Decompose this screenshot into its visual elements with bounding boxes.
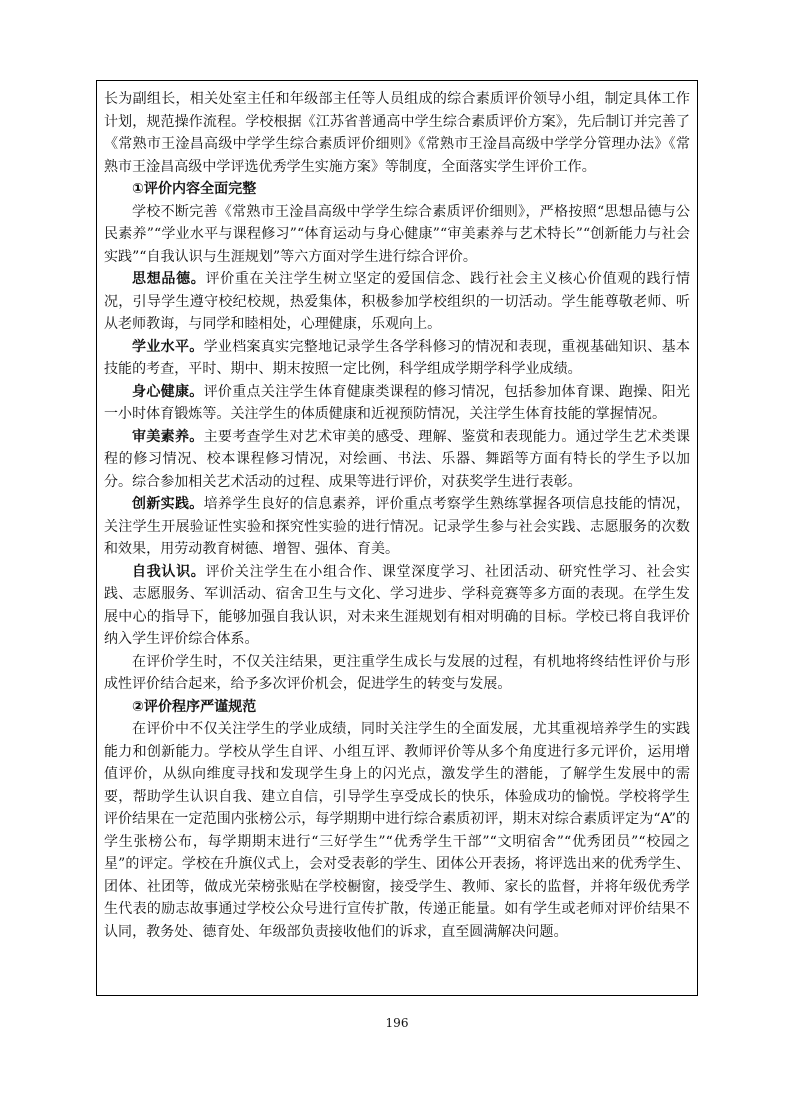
page-number: 196 [385, 1016, 409, 1030]
procedure-paragraph: 在评价中不仅关注学生的学业成绩，同时关注学生的全面发展，尤其重视培养学生的实践能力和创新能力。学校从学生自评、小组互评、教师评价等从多个角度进行多元评价，运用增值评价，从纵向维度寻找和发现学生身上的闪光点，激发学生的潜能，了解学生发展中的需要，帮助学生认识自我、建立自信，引导学生享受成长的快乐，体验成功的愉悦。学校将学生评价结果在一定范围内张榜公示，每学期期中进行综合素质初评，期末对综合素质评定为“A”的学生张榜公布，每学期期末进行“三好学生”“优秀学生干部”“文明宿舍”“优秀团员”“校园之星”的评定。学校在升旗仪式上，会对受表彰的学生、团体公开表扬，将评选出来的优秀学生、团体、社团等，做成光荣榜张贴在学校橱窗，接受学生、教师、家长的监督，并将年级优秀学生代表的励志故事通过学校公众号进行宣传扩散，传递正能量。如有学生或老师对评价结果不认同，教务处、德育处、年级部负责接收他们的诉求，直至圆满解决问题。 [104, 721, 690, 940]
item-lead-innovation: 创新实践。 [132, 496, 204, 512]
document-body [104, 88, 690, 943]
item-lead-moral: 思想品德。 [132, 271, 206, 287]
item-paragraph-health [104, 381, 690, 426]
item-text-health: 评价重点关注学生体育健康类课程的修习情况，包括参加体育课、跑操、阳光一小时体育锻炼等。关注学生的体质健康和近视预防情况，关注学生体育技能的掌握情况。 [104, 383, 691, 422]
item-text-innovation: 培养学生良好的信息素养，评价重点考察学生熟练掌握各项信息技能的情况，关注学生开展验证性实验和探究性实验的进行情况。记录学生参与社会实践、志愿服务的次数和效果，用劳动教育树德、增智、强体、育美。 [104, 496, 691, 557]
item-lead-self-awareness: 自我认识。 [132, 563, 206, 580]
item-paragraph-innovation [104, 493, 690, 561]
item-paragraph-aesthetic [104, 426, 690, 494]
item-paragraph-academic [104, 336, 690, 381]
intro-paragraph: 长为副组长，相关处室主任和年级部主任等人员组成的综合素质评价领导小组，制定具体工作计划，规范操作流程。学校根据《江苏省普通高中学生综合素质评价方案》，先后制订并完善了《常熟市王淦昌高级中学学生综合素质评价细则》《常熟市王淦昌高级中学学分管理办法》《常熟市王淦昌高级中学评选优秀学生实施方案》等制度，全面落实学生评价工作。 [104, 91, 690, 175]
section-closing-paragraph: 在评价学生时，不仅关注结果，更注重学生成长与发展的过程，有机地将终结性评价与形成性评价结合起来，给予多次评价机会，促进学生的转变与发展。 [104, 653, 690, 692]
section-heading-evaluation-content: ①评价内容全面完整 [132, 181, 257, 197]
item-text-moral: 评价重在关注学生树立坚定的爱国信念、践行社会主义核心价值观的践行情况，引导学生遵守校纪校规，热爱集体，积极参加学校组织的一切活动。学生能尊敬老师、听从老师教诲，与同学和睦相处，心理健康，乐观向上。 [104, 271, 691, 332]
item-paragraph-moral [104, 268, 690, 336]
item-text-aesthetic: 主要考查学生对艺术审美的感受、理解、鉴赏和表现能力。通过学生艺术类课程的修习情况、校本课程修习情况，对绘画、书法、乐器、舞蹈等方面有特长的学生予以加分。综合参加相关艺术活动的过程、成果等进行评价，对获奖学生进行表彰。 [104, 428, 691, 490]
section-heading-evaluation-procedure: ②评价程序严谨规范 [132, 698, 257, 715]
item-lead-health: 身心健康。 [132, 383, 204, 400]
item-lead-aesthetic: 审美素养。 [132, 428, 204, 445]
item-paragraph-self-awareness [104, 561, 690, 651]
item-lead-academic: 学业水平。 [132, 338, 204, 355]
section-intro-paragraph: 学校不断完善《常熟市王淦昌高级中学学生综合素质评价细则》，严格按照“思想品德与公民素养”“学业水平与课程修习”“体育运动与身心健康”“审美素养与艺术特长”“创新能力与社会实践”“自我认识与生涯规划”等六方面对学生进行综合评价。 [104, 203, 690, 265]
item-text-academic: 学业档案真实完整地记录学生各学科修习的情况和表现，重视基础知识、基本技能的考查，平时、期中、期末按照一定比例，科学组成学期学科学业成绩。 [104, 338, 691, 377]
item-text-self-awareness: 评价关注学生在小组合作、课堂深度学习、社团活动、研究性学习、社会实践、志愿服务、军训活动、宿舍卫生与文化、学习进步、学科竞赛等多方面的表现。在学生发展中心的指导下，能够加强自我认识，对未来生涯规划有相对明确的目标。学校已将自我评价纳入学生评价综合体系。 [104, 563, 691, 647]
